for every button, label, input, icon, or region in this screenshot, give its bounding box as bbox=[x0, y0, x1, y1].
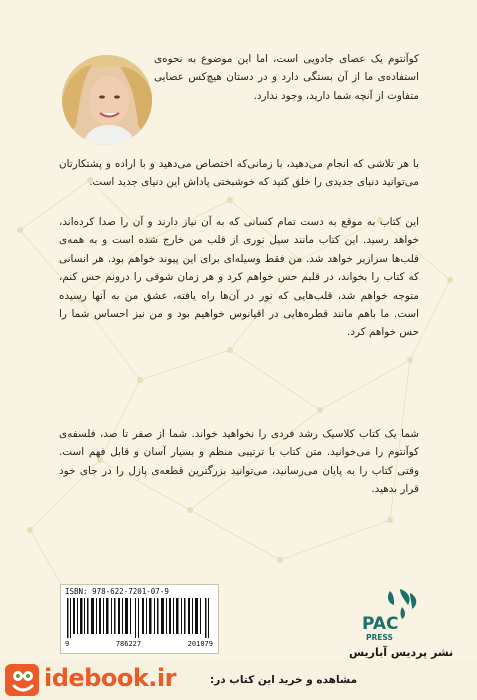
barcode bbox=[65, 598, 213, 638]
author-portrait bbox=[62, 55, 152, 145]
paragraph-3: این کتاب به موقع به دست تمام کسانی که به آن نیاز دارند و آن را صدا کرده‌اند، خواهد رسید. این کتاب مانند سیل نوری از قلب من خارج شده است و به همه‌ی قلب‌ها سرازیر خواهد شد. من فقط وسیله‌ای برای این پیوند خواهم بود. هر انسانی که کتاب را بخواند، در قلبم حس خواهم کرد و هر زمان شوقی را درونم حس کنم، متوجه خواهم شد، قلب‌هایی که نور در آن‌ها راه یافته، عشق من به آنها رسیده است. ما باهم مانند قطره‌هایی در اقیانوس خواهیم بود و من نیز احساس شما را حس خواهم کرد. bbox=[59, 216, 419, 339]
isbn-barcode-box bbox=[60, 584, 219, 654]
watermark-prompt: مشاهده و خرید این کتاب در: bbox=[210, 674, 358, 686]
isbn-label: ISBN: 978-622-7201-07-9 bbox=[65, 587, 169, 596]
paragraph-4: شما یک کتاب کلاسیک رشد فردی را نخواهید خواند. شما از صفر تا صد، فلسفه‌ی کوآنتوم را می‌خوانید. متن کتاب با ترتیبی منظم و بسیار آسان و قابل فهم است. وقتی کتاب را به پایان می‌رسانید، می‌توانید بزرگترین قطعه‌ی پازل را در جای خود قرار بدهید. bbox=[59, 428, 419, 496]
publisher-name: نشر پردیس آباریس bbox=[349, 646, 454, 659]
paragraph-1: کوآنتوم یک عصای جادویی است، اما این موضوع به نحوه‌ی استفاده‌ی ما از آن بستگی دارد و در دستان هیچ‌کس عصایی متفاوت از آنچه شما دارید، وجود ندارد. bbox=[154, 53, 419, 102]
idebook-logo-icon bbox=[4, 662, 42, 698]
publisher-logo bbox=[360, 585, 430, 643]
barcode-digit-group-2: 201079 bbox=[187, 640, 213, 648]
barcode-digits bbox=[65, 640, 213, 648]
barcode-digit-group-1: 786227 bbox=[115, 640, 142, 648]
publisher-logo-subtext: PRESS bbox=[366, 633, 393, 642]
publisher-logo-text: PAC bbox=[362, 614, 399, 634]
watermark-site-name[interactable]: idebook.ir bbox=[44, 664, 176, 692]
paragraph-2: با هر تلاشی که انجام می‌دهید، با زمانی‌که اختصاص می‌دهید و با اراده و پشتکارتان می‌توانید دنیای جدیدی را خلق کنید که خوشبختی پاداش این دنیای جدید است. bbox=[59, 158, 419, 189]
barcode-digit-prefix: 9 bbox=[65, 640, 70, 648]
